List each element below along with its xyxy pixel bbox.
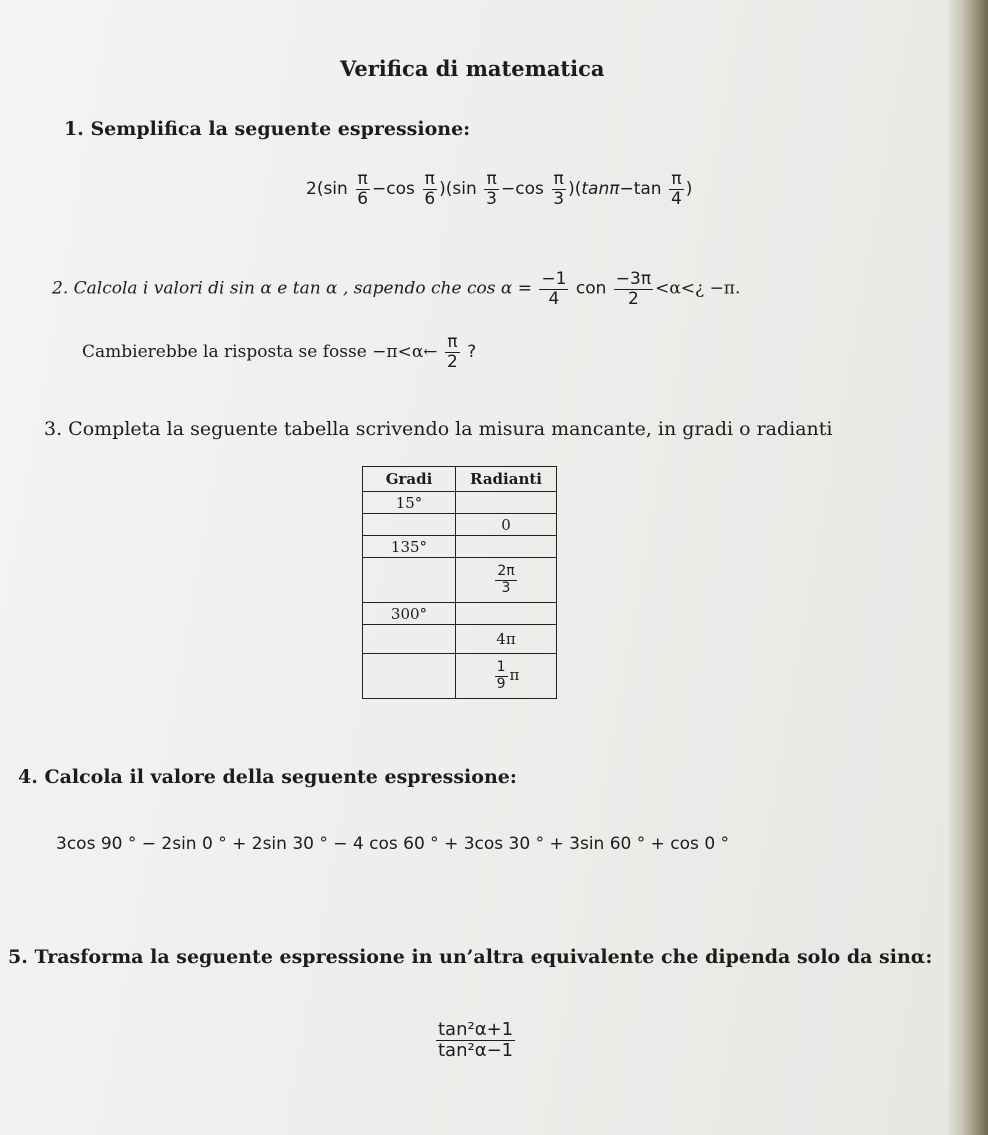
header-radianti: Radianti [456, 467, 557, 492]
cell-radianti-5 [456, 603, 557, 625]
question-4-expression: 3cos 90 ° − 2sin 0 ° + 2sin 30 ° − 4 cos 60 ° + 3cos 30 ° + 3sin 60 ° + cos 0 ° [56, 834, 730, 854]
question-1-expression: 2(sin $\frac{\pi}{6}$ −cos $\frac{\pi}{6}$ )(sin $\frac{\pi}{3}$ −cos $\frac{\pi}{3}$ )(tanπ−tan $\frac{\pi}{4}$ ) [306, 169, 693, 209]
cell-gradi-1: 15° [363, 492, 456, 514]
page-title: Verifica di matematica [340, 56, 605, 81]
question-4-text: 4. Calcola il valore della seguente espressione: [18, 766, 517, 788]
conversion-table [362, 466, 557, 699]
question-2-followup: Cambierebbe la risposta se fosse −π<α← $\frac{\pi}{2}$ ? [82, 332, 477, 372]
question-1-text: 1. Semplifica la seguente espressione: [64, 118, 471, 140]
cell-gradi-4 [363, 558, 456, 603]
cell-radianti-4: $\frac{2\pi}{3}$ [456, 558, 557, 603]
cell-gradi-2 [363, 514, 456, 536]
cell-radianti-1 [456, 492, 557, 514]
cell-radianti-6: 4π [456, 625, 557, 654]
question-3-text: 3. Completa la seguente tabella scrivendo la misura mancante, in gradi o radianti [44, 418, 833, 440]
cell-radianti-2: 0 [456, 514, 557, 536]
cell-gradi-6 [363, 625, 456, 654]
question-5-expression: $\frac{\text{tan²α+1}}{\text{tan²α−1}}$ [438, 1019, 514, 1061]
cell-gradi-3: 135° [363, 536, 456, 558]
cell-radianti-7: $\frac{1}{9}$ π [456, 654, 557, 699]
question-5-text: 5. Trasforma la seguente espressione in un’altra equivalente che dipenda solo da sinα: [8, 946, 933, 968]
cell-gradi-7 [363, 654, 456, 699]
question-2-text: 2. Calcola i valori di sin α e tan α , sapendo che cos α = $\frac{-1}{4}$ con $\frac{-3\pi}{2}$ <α<¿ −π. [52, 269, 741, 309]
header-gradi: Gradi [363, 467, 456, 492]
cell-gradi-5: 300° [363, 603, 456, 625]
cell-radianti-3 [456, 536, 557, 558]
desk-edge [948, 0, 988, 1135]
